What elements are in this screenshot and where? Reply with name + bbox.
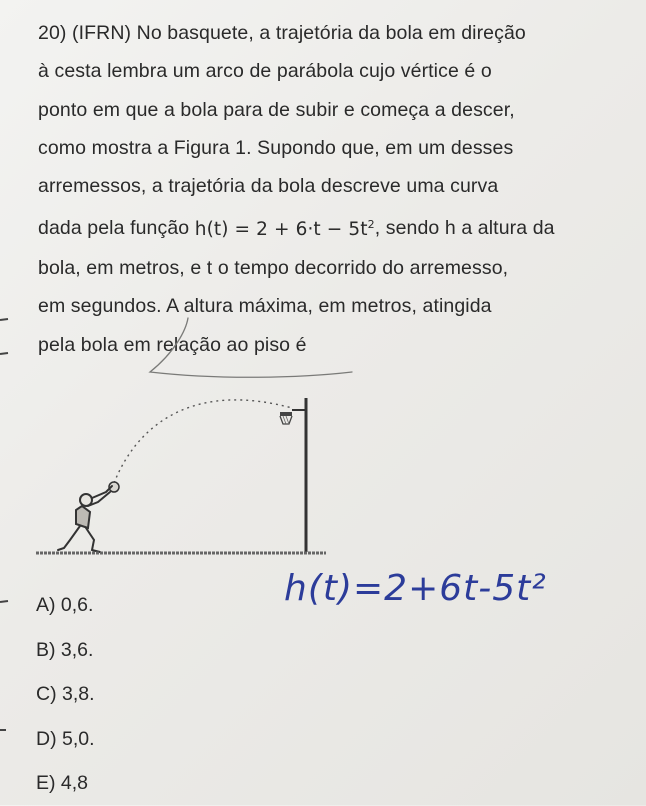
question-line-9: pela bola em relação ao piso é [38, 333, 307, 356]
basketball-player-icon [58, 486, 112, 552]
answer-options [36, 583, 95, 806]
function-formula: $h(t) = 2 + 6\cdot t - 5t^2$ [194, 217, 375, 240]
option-c[interactable]: C) 3,8. [36, 683, 95, 706]
margin-marks [0, 580, 20, 780]
basketball-hoop-icon [280, 412, 292, 424]
question-number: 20) [38, 22, 67, 44]
option-b[interactable]: B) 3,6. [36, 638, 94, 661]
question-line-3: ponto em que a bola para de subir e começa a descer, [38, 98, 515, 121]
question-line-2: à cesta lembra um arco de parábola cujo vértice é o [38, 60, 492, 83]
question-line-4: como mostra a Figura 1. Supondo que, em um desses [38, 136, 514, 159]
question-line-7: bola, em metros, e t o tempo decorrido do arremesso, [38, 256, 509, 279]
question-line-5: arremessos, a trajetória da bola descreve uma curva [38, 175, 499, 198]
question-line-1: 20) (IFRN) No basquete, a trajetória da bola em direção [38, 22, 526, 44]
basketball-figure [30, 388, 340, 568]
question-line-8: em segundos. A altura máxima, em metros, atingida [38, 295, 492, 318]
question-source: (IFRN) [72, 22, 132, 44]
svg-text:h(t)=2+6t-5t²: h(t)=2+6t-5t² [284, 568, 547, 609]
handwritten-formula [284, 548, 646, 618]
ball-trajectory [114, 400, 292, 483]
option-a[interactable]: A) 0,6. [36, 594, 94, 616]
option-e[interactable]: E) 4,8 [36, 772, 89, 795]
question-line-6: dada pela função $h(t) = 2 + 6\cdot t - 5t^2$, sendo h a altura da [38, 217, 555, 240]
option-d[interactable]: D) 5,0. [36, 727, 95, 750]
